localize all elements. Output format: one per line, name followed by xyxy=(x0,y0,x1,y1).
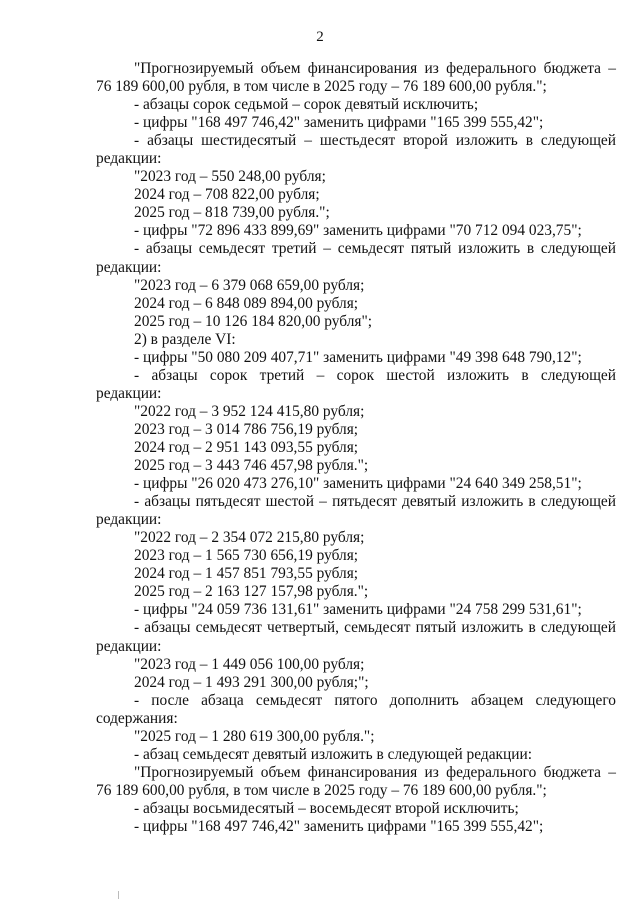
text-line: - абзацы пятьдесят шестой – пятьдесят девятый изложить в следующей xyxy=(134,493,616,511)
text-line: 2024 год – 1 457 851 793,55 рубля; xyxy=(134,565,359,583)
text-line: "2023 год – 550 248,00 рубля; xyxy=(134,168,326,186)
text-line: - абзацы сорок седьмой – сорок девятый исключить; xyxy=(134,96,479,114)
text-line: 2024 год – 2 951 143 093,55 рубля; xyxy=(134,438,359,456)
text-line: - цифры "50 080 209 407,71" заменить цифрами "49 398 648 790,12"; xyxy=(134,348,582,366)
text-line: "2022 год – 2 354 072 215,80 рубля; xyxy=(134,529,365,547)
text-line: "Прогнозируемый объем финансирования из федерального бюджета – xyxy=(134,60,616,77)
text-line: - абзац семьдесят девятый изложить в следующей редакции: xyxy=(134,745,532,763)
text-line: "Прогнозируемый объем финансирования из федерального бюджета – xyxy=(134,763,616,781)
scan-mark xyxy=(118,891,119,899)
text-line: - абзацы шестидесятый – шестьдесят второй изложить в следующей xyxy=(134,132,616,150)
text-line: 2023 год – 3 014 786 756,19 рубля; xyxy=(134,420,359,438)
text-line: 76 189 600,00 рубля, в том числе в 2025 году – 76 189 600,00 рубля."; xyxy=(96,78,547,96)
text-line: - абзацы восьмидесятый – восемьдесят второй исключить; xyxy=(134,799,519,817)
text-line: - абзацы семьдесят четвертый, семьдесят пятый изложить в следующей xyxy=(134,619,616,637)
text-line: - цифры "24 059 736 131,61" заменить цифрами "24 758 299 531,61"; xyxy=(134,601,582,619)
text-line: 2024 год – 708 822,00 рубля; xyxy=(134,186,320,204)
text-line: - цифры "26 020 473 276,10" заменить цифрами "24 640 349 258,51"; xyxy=(134,475,582,493)
text-line: - после абзаца семьдесят пятого дополнить абзацем следующего xyxy=(134,691,616,709)
text-line: 2025 год – 818 739,00 рубля."; xyxy=(134,204,330,222)
text-line: - абзацы сорок третий – сорок шестой изложить в следующей xyxy=(134,366,616,384)
text-line: 2) в разделе VI: xyxy=(134,330,236,348)
text-line: "2022 год – 3 952 124 415,80 рубля; xyxy=(134,402,365,420)
text-line: 76 189 600,00 рубля, в том числе в 2025 году – 76 189 600,00 рубля."; xyxy=(96,781,547,799)
text-line: 2023 год – 1 565 730 656,19 рубля; xyxy=(134,547,359,565)
text-line: 2025 год – 3 443 746 457,98 рубля."; xyxy=(134,457,369,475)
text-line: редакции: xyxy=(96,637,162,655)
text-line: редакции: xyxy=(96,511,162,529)
text-line: - цифры "168 497 746,42" заменить цифрами "165 399 555,42"; xyxy=(134,114,544,132)
text-line: - цифры "72 896 433 899,69" заменить цифрами "70 712 094 023,75"; xyxy=(134,222,582,240)
text-line: 2024 год – 6 848 089 894,00 рубля; xyxy=(134,294,359,312)
text-line: редакции: xyxy=(96,150,162,168)
text-line: 2025 год – 2 163 127 157,98 рубля."; xyxy=(134,583,369,601)
document-body xyxy=(96,60,616,836)
page-number: 2 xyxy=(316,29,324,45)
text-line: 2025 год – 10 126 184 820,00 рубля"; xyxy=(134,312,373,330)
text-line: - абзацы семьдесят третий – семьдесят пятый изложить в следующей xyxy=(134,240,616,258)
text-line: редакции: xyxy=(96,384,162,402)
text-line: "2025 год – 1 280 619 300,00 рубля."; xyxy=(134,727,375,745)
text-line: 2024 год – 1 493 291 300,00 рубля;"; xyxy=(134,673,369,691)
text-line: редакции: xyxy=(96,258,162,276)
text-line: - цифры "168 497 746,42" заменить цифрами "165 399 555,42"; xyxy=(134,817,544,835)
text-line: содержания: xyxy=(96,709,178,727)
text-line: "2023 год – 1 449 056 100,00 рубля; xyxy=(134,655,365,673)
text-line: "2023 год – 6 379 068 659,00 рубля; xyxy=(134,276,365,294)
